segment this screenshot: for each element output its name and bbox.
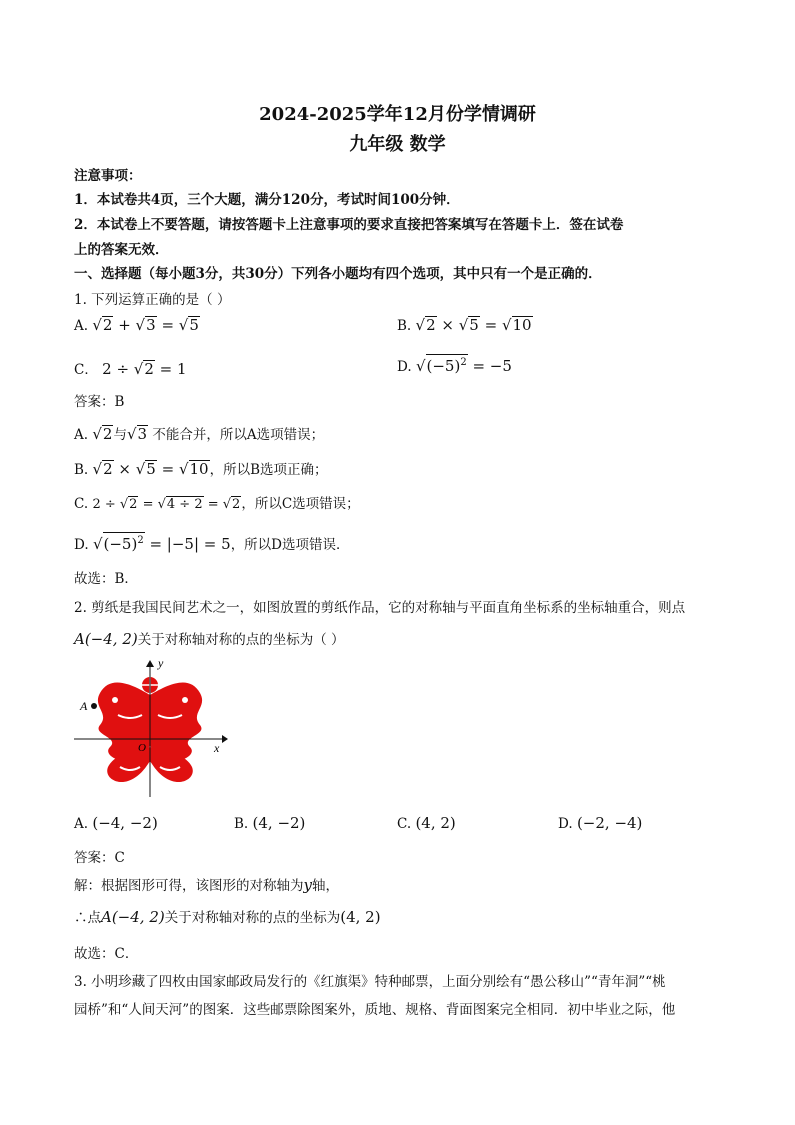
q1-option-a-math: √2 + √3 = √5 [92, 316, 199, 334]
q1-exp-a-math2: √3 [126, 425, 148, 443]
q2-option-d [558, 814, 642, 832]
q1-exp-a-math: √2 [92, 425, 113, 443]
q1-option-c [74, 358, 187, 378]
q1-exp-a-label: A. [74, 427, 89, 443]
q1-exp-c-math: 2 ÷ √2 = √4 ÷ 2 = √2 [92, 497, 241, 512]
q2-option-b-label: B. [234, 816, 249, 832]
q2-option-d-value: (−2, −4) [576, 814, 643, 832]
q1-stem: 1. 下列运算正确的是（ ） [74, 292, 231, 308]
q1-exp-b-text: ，所以B选项正确； [209, 462, 328, 478]
q2-option-a [74, 814, 158, 832]
q1-option-d-label: D. [397, 359, 412, 375]
y-axis-label: y [158, 656, 164, 670]
q2-option-a-value: (−4, −2) [92, 814, 158, 832]
q1-exp-a-and: 与 [113, 427, 127, 443]
q2-solution-text: 解：根据图形可得，该图形的对称轴为 [74, 878, 304, 894]
q1-option-d-math: $√(-5)^2 = -5$ [416, 357, 512, 375]
q1-option-a-label: A. [74, 318, 89, 334]
q1-exp-b-label: B. [74, 462, 89, 478]
q2-solution-line1 [74, 874, 339, 894]
x-axis-label: x [214, 741, 220, 755]
q2-option-b [234, 814, 305, 832]
q1-option-b-label: B. [397, 318, 412, 334]
q1-exp-b-math: √2 × √5 = √10 [92, 460, 209, 478]
notice-heading: 注意事项： [74, 168, 142, 184]
q1-option-b-math: √2 × √5 = √10 [415, 316, 532, 334]
q1-exp-c-text: ，所以C选项错误； [241, 496, 360, 512]
q2-answer: 答案：C [74, 850, 125, 866]
q2-stem-cont [74, 628, 345, 648]
q1-conclusion: 故选：B． [74, 571, 138, 587]
q1-option-a [74, 316, 200, 334]
q1-answer: 答案：B [74, 394, 125, 410]
q2-option-b-value: (4, −2) [252, 814, 306, 832]
q2-solution-axis: y [303, 876, 312, 894]
q1-option-b [397, 316, 533, 334]
q1-explanation-c [74, 492, 360, 513]
q3-stem-line1: 3. 小明珍藏了四枚由国家邮政局发行的《红旗渠》特种邮票，上面分别绘有“愚公移山”“青年洞”“桃 [74, 974, 666, 990]
y-axis-arrow-icon [146, 660, 154, 667]
exam-title: 2024-2025学年12月份学情调研 [259, 104, 536, 125]
q2-solution-axis-suffix: 轴， [311, 878, 339, 894]
q2-solution-point: A(−4, 2) [101, 908, 165, 926]
q2-option-a-label: A. [74, 816, 89, 832]
q2-option-d-label: D. [558, 816, 573, 832]
q2-option-c [397, 814, 456, 832]
notice-item-2-cont: 上的答案无效． [74, 242, 169, 258]
q1-option-c-label: C． [74, 362, 98, 378]
q2-point-a: A(−4, 2) [74, 630, 138, 648]
q1-explanation-b [74, 458, 328, 478]
q2-solution-text2: 关于对称轴对称的点的坐标为 [164, 910, 341, 926]
q2-solution-answer: (4, 2) [340, 908, 381, 926]
q2-option-c-label: C. [397, 816, 412, 832]
exam-subtitle: 九年级 数学 [349, 134, 446, 155]
q3-stem-line2: 园桥”和“人间天河”的图案．这些邮票除图案外，质地、规格、背面图案完全相同．初中毕业之际，他 [74, 1002, 676, 1018]
q2-therefore: ∴点 [74, 910, 101, 926]
q1-exp-a-text: 不能合并，所以A选项错误； [152, 427, 325, 443]
q2-stem: 2. 剪纸是我国民间艺术之一，如图放置的剪纸作品，它的对称轴与平面直角坐标系的坐标轴重合，则点 [74, 600, 686, 616]
q1-option-d [397, 354, 512, 375]
q1-exp-d-label: D. [74, 537, 89, 553]
q1-exp-c-label: C. [74, 496, 89, 512]
notice-item-2: 2．本试卷上不要答题，请按答题卡上注意事项的要求直接把答案填写在答题卡上．签在试卷 [74, 217, 624, 233]
point-a-marker [91, 703, 97, 709]
origin-label: O [138, 742, 146, 754]
section-1-heading: 一、选择题（每小题3分，共30分）下列各小题均有四个选项，其中只有一个是正确的． [74, 266, 602, 282]
q1-option-c-math: 2 ÷ √2 = 1 [102, 360, 187, 378]
q2-stem-b: 关于对称轴对称的点的坐标为（ ） [137, 632, 345, 648]
q2-solution-line2 [74, 906, 381, 926]
notice-item-1: 1．本试卷共4页，三个大题，满分120分，考试时间100分钟． [74, 192, 460, 208]
x-axis-arrow-icon [222, 735, 228, 743]
q2-option-c-value: (4, 2) [415, 814, 456, 832]
q1-exp-d-math: $√(-5)^2 = |-5| = 5$ [93, 535, 231, 553]
point-a-label: A [80, 699, 88, 713]
q1-explanation-a [74, 423, 324, 443]
q1-explanation-d [74, 532, 350, 553]
q2-paper-cut-figure [70, 655, 230, 800]
q1-exp-d-text: ，所以D选项错误． [230, 537, 350, 553]
q2-conclusion: 故选：C． [74, 946, 139, 962]
